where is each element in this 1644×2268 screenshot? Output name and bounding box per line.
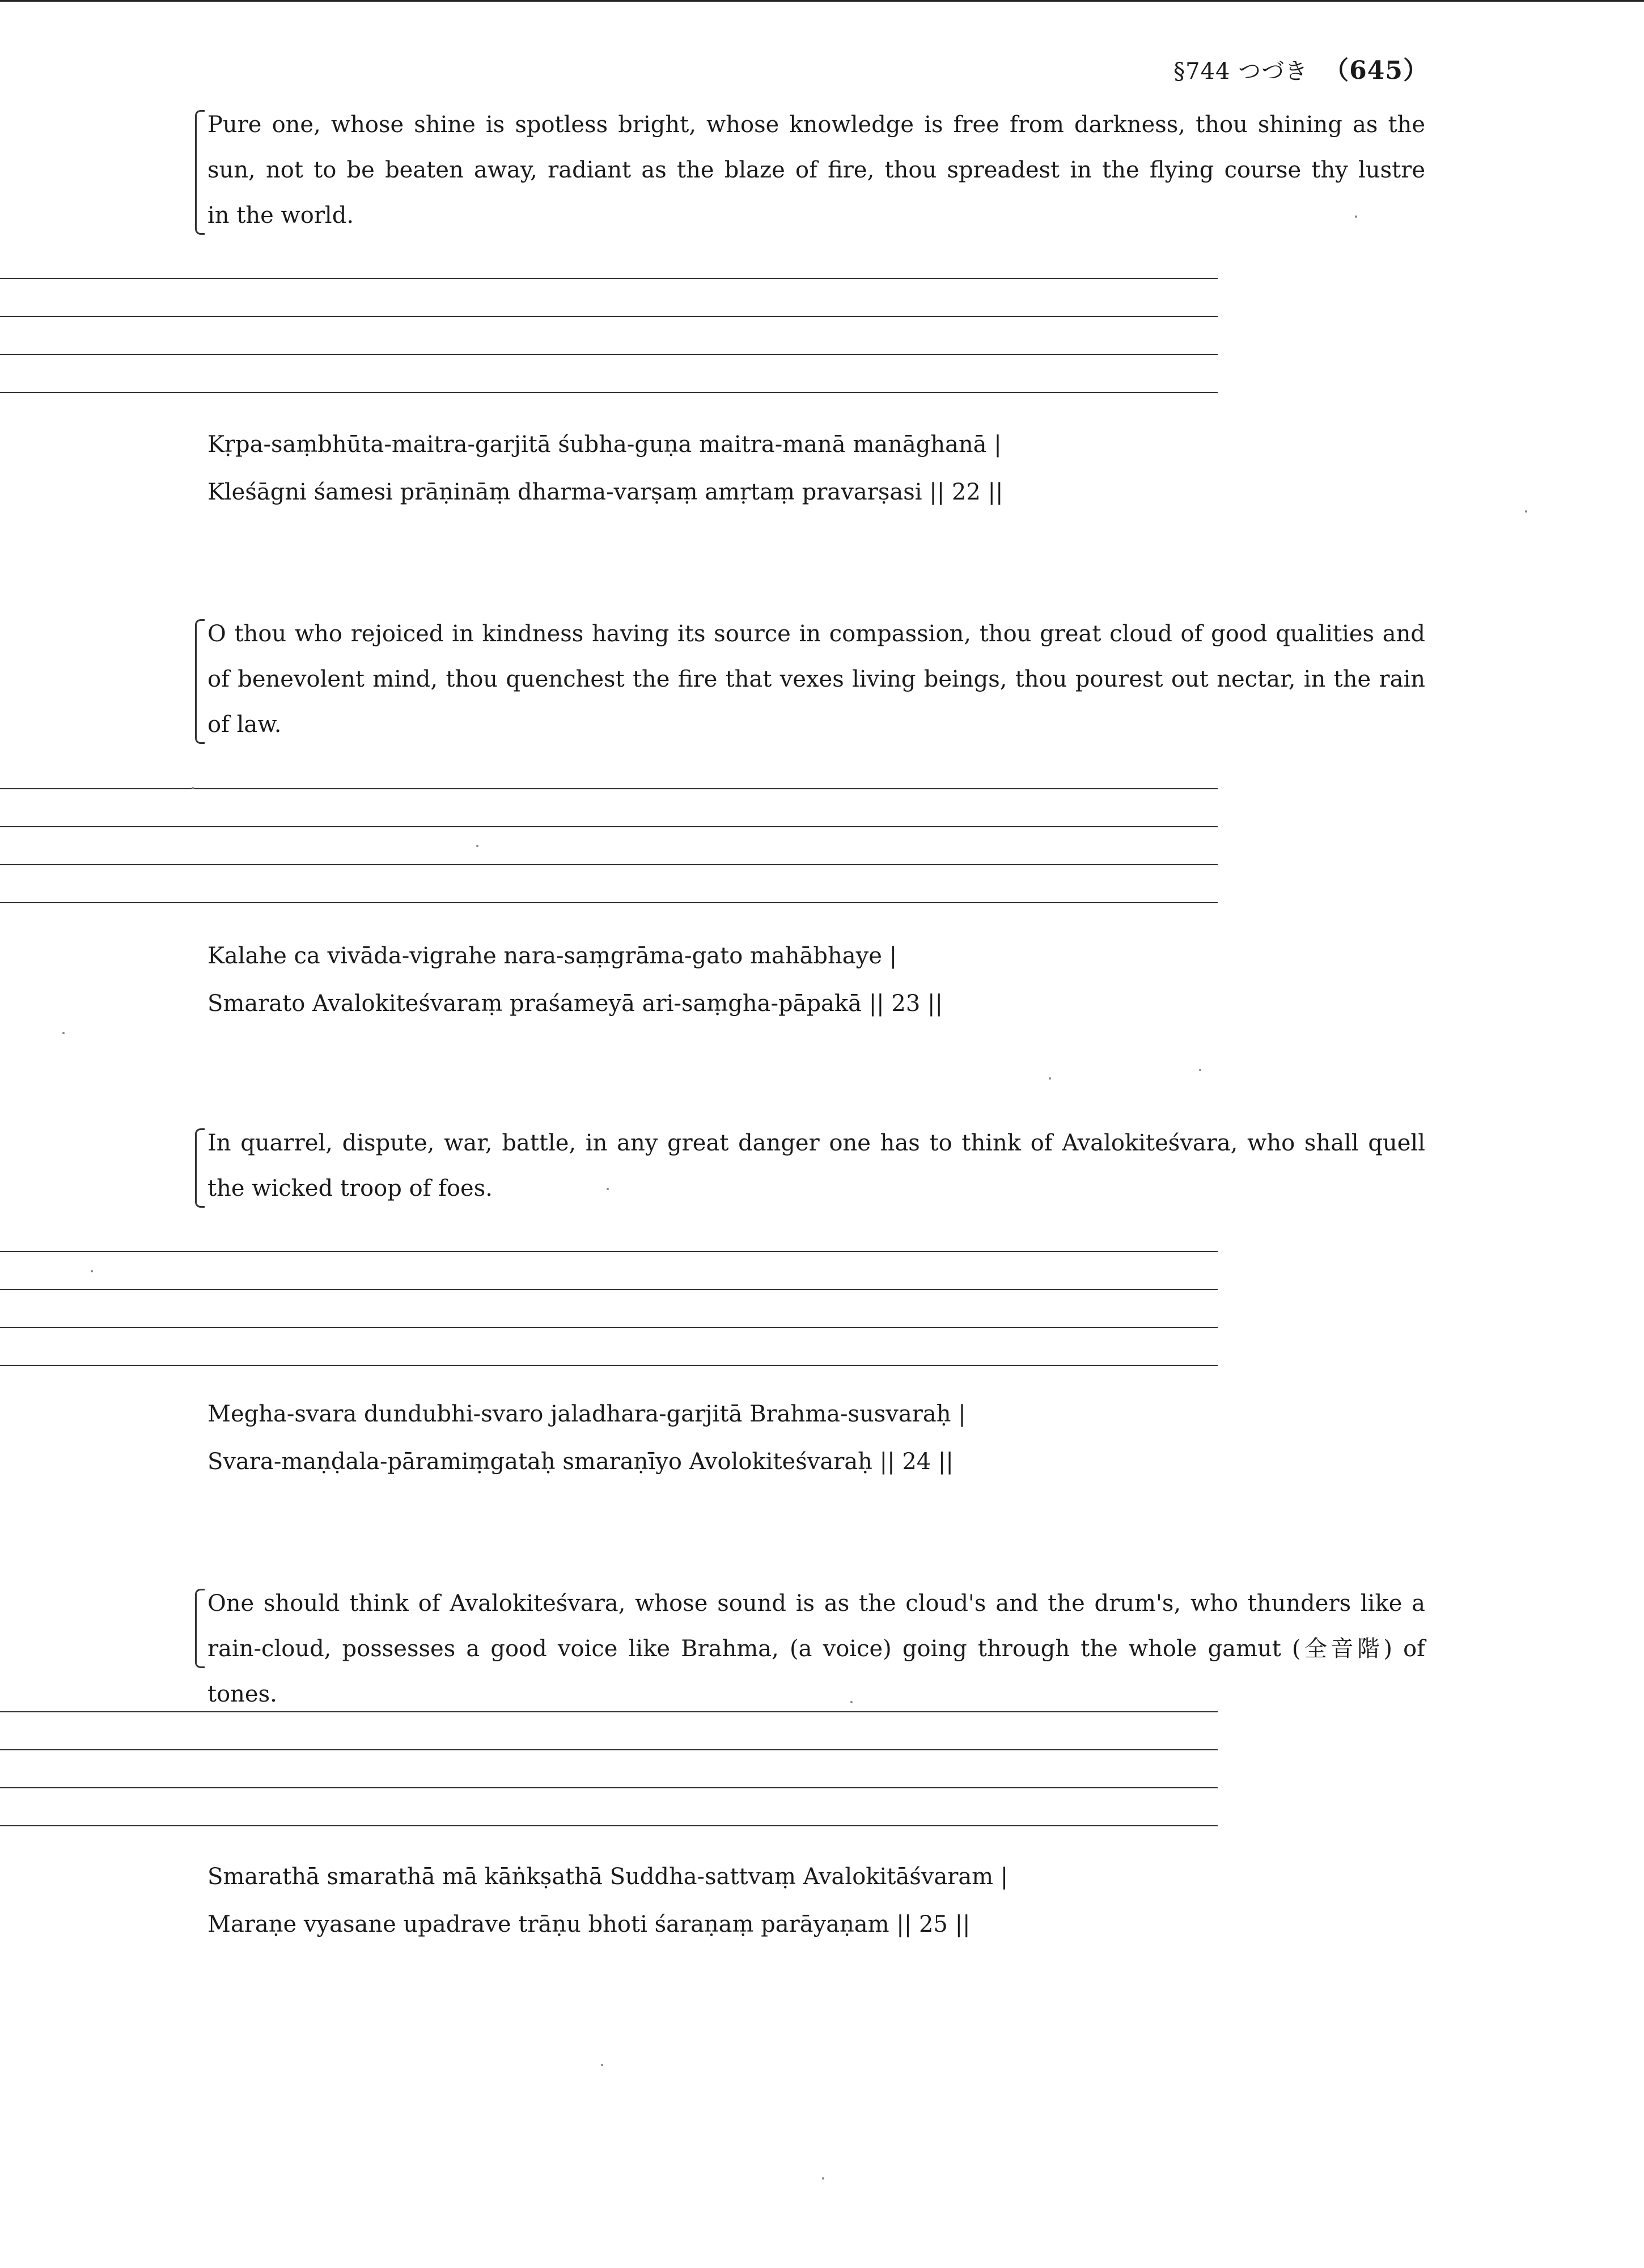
scan-speck	[1525, 510, 1527, 513]
writing-lines	[0, 1711, 1218, 1863]
scan-speck	[1049, 1077, 1051, 1080]
scan-speck	[601, 2064, 603, 2066]
sanskrit-line: Svara-maṇḍala-pāramiṃgataḥ smaraṇīyo Avolokiteśvaraḥ || 24 ||	[207, 1449, 954, 1475]
scan-speck	[62, 1032, 65, 1034]
page-number: （645）	[1324, 56, 1429, 85]
writing-line	[0, 864, 1218, 865]
translation-line: One should think of Avalokiteśvara, whose sound is as the cloud's and the drum's, who thunders like a	[207, 1590, 1425, 1617]
translation-text	[207, 1581, 1425, 1717]
writing-lines	[0, 1251, 1218, 1403]
sanskrit-line: Megha-svara dundubhi-svaro jaladhara-garjitā Brahma-susvaraḥ |	[207, 1401, 966, 1427]
sanskrit-line: Maraṇe vyasane upadrave trāṇu bhoti śaraṇaṃ parāyaṇam || 25 ||	[207, 1911, 971, 1937]
scan-speck	[850, 1701, 853, 1703]
page-header	[1173, 50, 1429, 86]
writing-line	[0, 1251, 1218, 1252]
translation-bracket	[195, 1589, 205, 1668]
sanskrit-line: Smarato Avalokiteśvaraṃ praśameyā ari-saṃgha-pāpakā || 23 ||	[207, 991, 943, 1017]
top-border-rule	[0, 0, 1644, 2]
translation-bracket	[195, 1128, 205, 1208]
writing-line	[0, 1825, 1218, 1826]
sanskrit-line: Kleśāgni śamesi prāṇināṃ dharma-varṣaṃ amṛtaṃ pravarṣasi || 22 ||	[207, 479, 1003, 505]
sanskrit-verse-24	[207, 1390, 966, 1486]
writing-line	[0, 1787, 1218, 1788]
scan-speck	[91, 1270, 93, 1272]
scan-speck	[607, 1188, 609, 1190]
translation-text	[207, 611, 1425, 747]
sanskrit-line: Kalahe ca vivāda-vigrahe nara-saṃgrāma-gato mahābhaye |	[207, 943, 897, 969]
writing-line	[0, 316, 1218, 317]
translation-bracket	[195, 619, 205, 744]
writing-line	[0, 278, 1218, 279]
writing-line	[0, 902, 1218, 903]
translation-line: rain-cloud, possesses a good voice like Brahma, (a voice) going through the whole gamut (全音階) of tones.	[207, 1636, 1425, 1707]
writing-line	[0, 1289, 1218, 1290]
sanskrit-verse-22	[207, 421, 1003, 516]
scan-speck	[1355, 215, 1357, 218]
translation-line: In quarrel, dispute, war, battle, in any great danger one has to think of Avalokiteśvara, who shall quell	[207, 1130, 1425, 1156]
translation-bracket	[195, 110, 205, 235]
writing-line	[0, 1711, 1218, 1712]
translation-line: Pure one, whose shine is spotless bright, whose knowledge is free from darkness, thou shining as the	[207, 112, 1425, 138]
writing-line	[0, 788, 1218, 789]
translation-line: of law.	[207, 712, 282, 738]
section-label: §744 つづき	[1173, 58, 1308, 84]
translation-line: the wicked troop of foes.	[207, 1175, 493, 1201]
scan-speck	[1199, 1069, 1201, 1071]
scan-speck	[822, 2177, 824, 2180]
translation-line: O thou who rejoiced in kindness having its source in compassion, thou great cloud of good qualities and	[207, 621, 1425, 647]
writing-line	[0, 826, 1218, 827]
sanskrit-verse-23	[207, 932, 943, 1027]
scan-speck	[476, 845, 478, 847]
writing-line	[0, 392, 1218, 393]
writing-line	[0, 1749, 1218, 1750]
translation-line: sun, not to be beaten away, radiant as the blaze of fire, thou spreadest in the flying course thy lustre	[207, 157, 1425, 183]
translation-text	[207, 1120, 1425, 1211]
writing-line	[0, 1365, 1218, 1366]
scan-speck	[192, 787, 194, 789]
writing-line	[0, 1327, 1218, 1328]
writing-line	[0, 354, 1218, 355]
sanskrit-line: Smarathā smarathā mā kāṅkṣathā Suddha-sattvaṃ Avalokitāśvaram |	[207, 1864, 1009, 1890]
translation-text	[207, 102, 1425, 238]
translation-line: in the world.	[207, 202, 354, 229]
sanskrit-verse-25	[207, 1853, 1008, 1948]
writing-lines	[0, 278, 1218, 430]
writing-lines	[0, 788, 1218, 940]
translation-line: of benevolent mind, thou quenchest the fire that vexes living beings, thou pourest out nectar, in the rain	[207, 666, 1425, 692]
sanskrit-line: Kṛpa-saṃbhūta-maitra-garjitā śubha-guṇa maitra-manā manāghanā |	[207, 431, 1002, 458]
